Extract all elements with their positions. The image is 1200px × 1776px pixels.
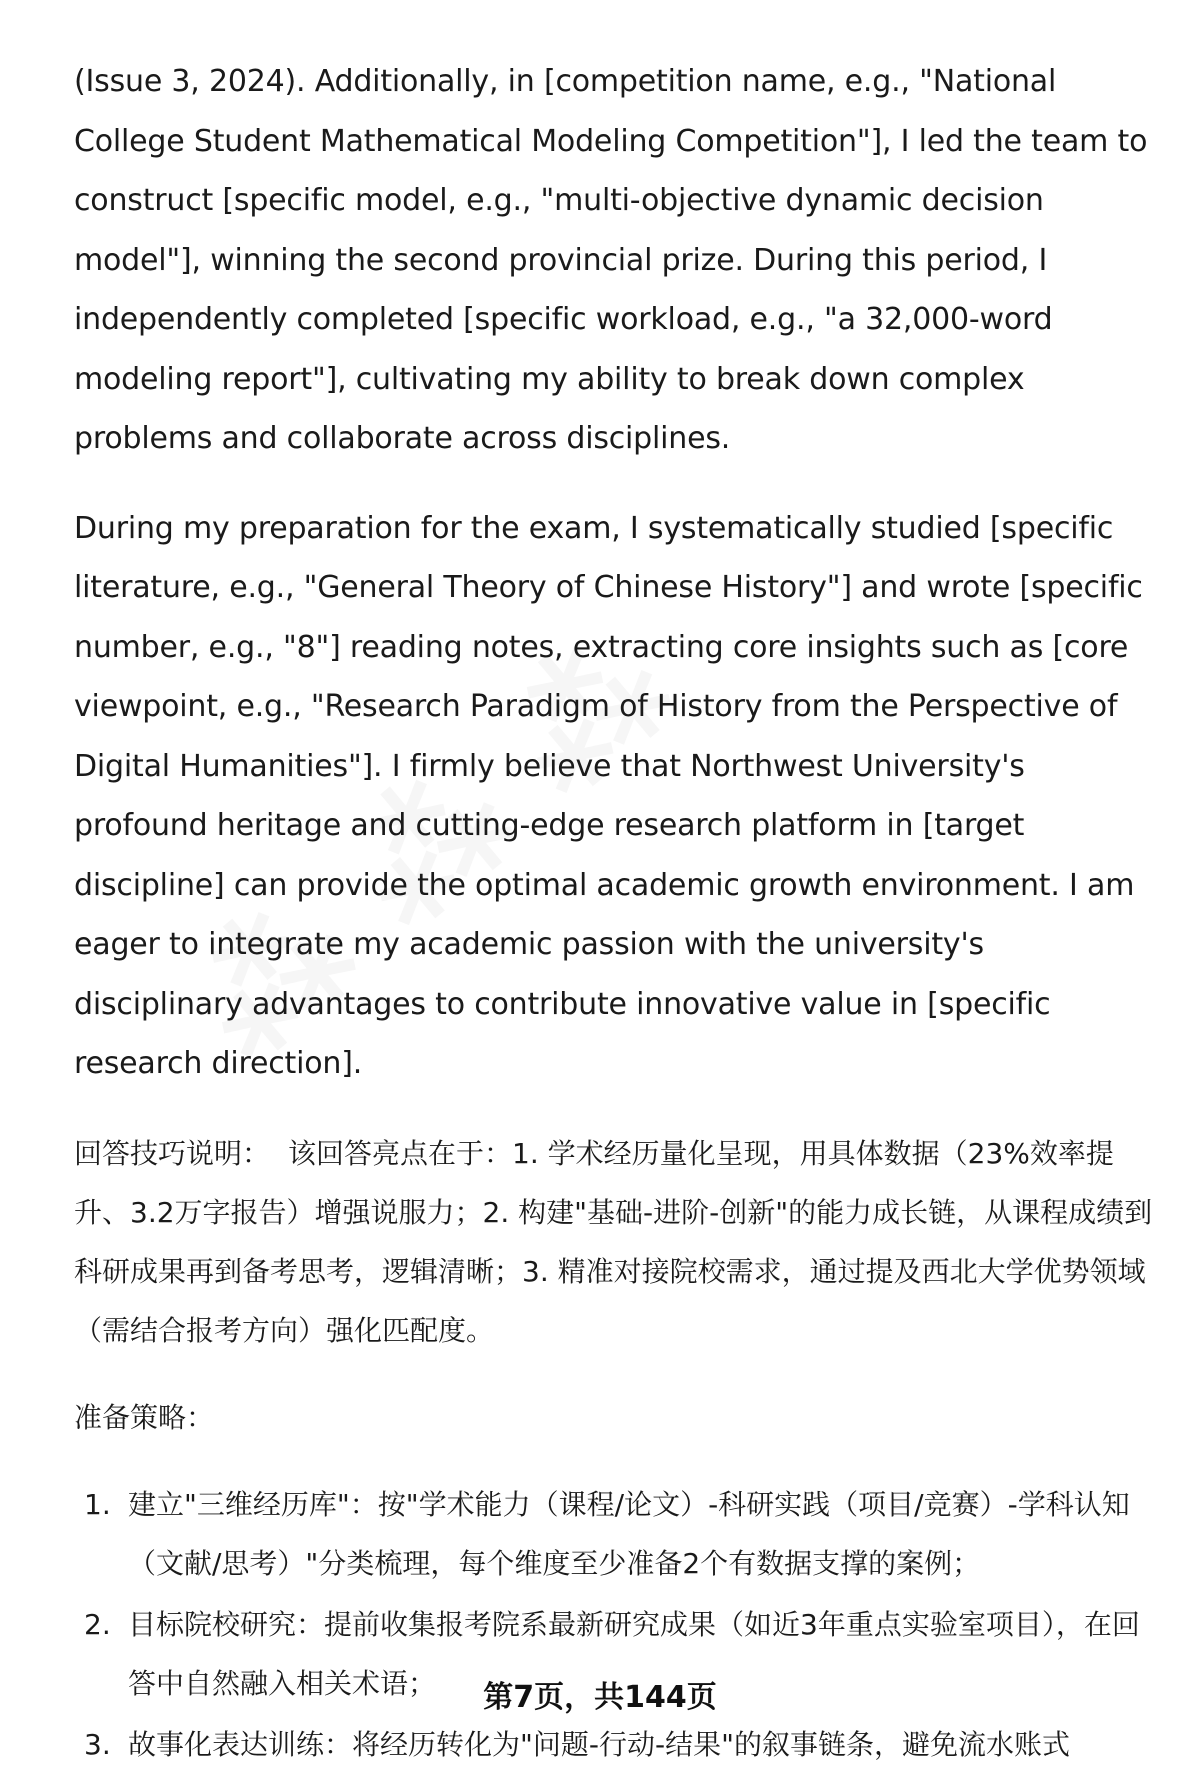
list-item-number: 3. bbox=[84, 1727, 111, 1761]
strategy-list bbox=[74, 1475, 1154, 1774]
answer-tips bbox=[74, 1124, 1154, 1360]
list-item-text: 故事化表达训练：将经历转化为"问题-行动-结果"的叙事链条，避免流水账式 bbox=[128, 1727, 1070, 1761]
list-item-number: 2. bbox=[84, 1607, 111, 1641]
strategy-heading: 准备策略： bbox=[74, 1400, 215, 1434]
list-item-text: 建立"三维经历库"：按"学术能力（课程/论文）-科研实践（项目/竞赛）-学科认知（文献/思考）"分类梳理，每个维度至少准备2个有数据支撑的案例； bbox=[128, 1487, 1130, 1580]
paragraph-en-2: During my preparation for the exam, I systematically studied [specific literature, e.g., "General Theory of Chinese History"] and wrote [specific number, e.g., "8"] reading notes, extracting core insights such as [core viewpoint, e.g., "Research Paradigm of History from the Perspective of Digital Humanities"]. I firmly believe that Northwest University's profound heritage and cutting-edge research platform in [target discipline] can provide the optimal academic growth environment. I am eager to integrate my academic passion with the university's disciplinary advantages to contribute innovative value in [specific research direction]. bbox=[74, 510, 1143, 1081]
list-item-text: 目标院校研究：提前收集报考院系最新研究成果（如近3年重点实验室项目），在回答中自然融入相关术语； bbox=[128, 1607, 1140, 1700]
list-item bbox=[74, 1715, 1154, 1774]
page-number-footer: 第7页，共144页 bbox=[483, 1680, 717, 1715]
list-item bbox=[74, 1475, 1154, 1593]
answer-tips-text: 该回答亮点在于：1. 学术经历量化呈现，用具体数据（23%效率提升、3.2万字报告）增强说服力；2. 构建"基础-进阶-创新"的能力成长链，从课程成绩到科研成果再到备考思考，逻辑清晰；3. 精准对接院校需求，通过提及西北大学优势领域（需结合报考方向）强化匹配度。 bbox=[74, 1136, 1153, 1347]
paragraph-en-1: (Issue 3, 2024). Additionally, in [competition name, e.g., "National College Student Mathematical Modeling Competition"], I led the team to construct [specific model, e.g., "multi-objective dynamic decision model"], winning the second provincial prize. During this period, I independently completed [specific workload, e.g., "a 32,000-word modeling report"], cultivating my ability to break down complex problems and collaborate across disciplines. bbox=[74, 64, 1148, 456]
list-item-number: 1. bbox=[84, 1487, 111, 1521]
document-page bbox=[74, 52, 1154, 1776]
answer-tips-label: 回答技巧说明： bbox=[74, 1136, 271, 1170]
